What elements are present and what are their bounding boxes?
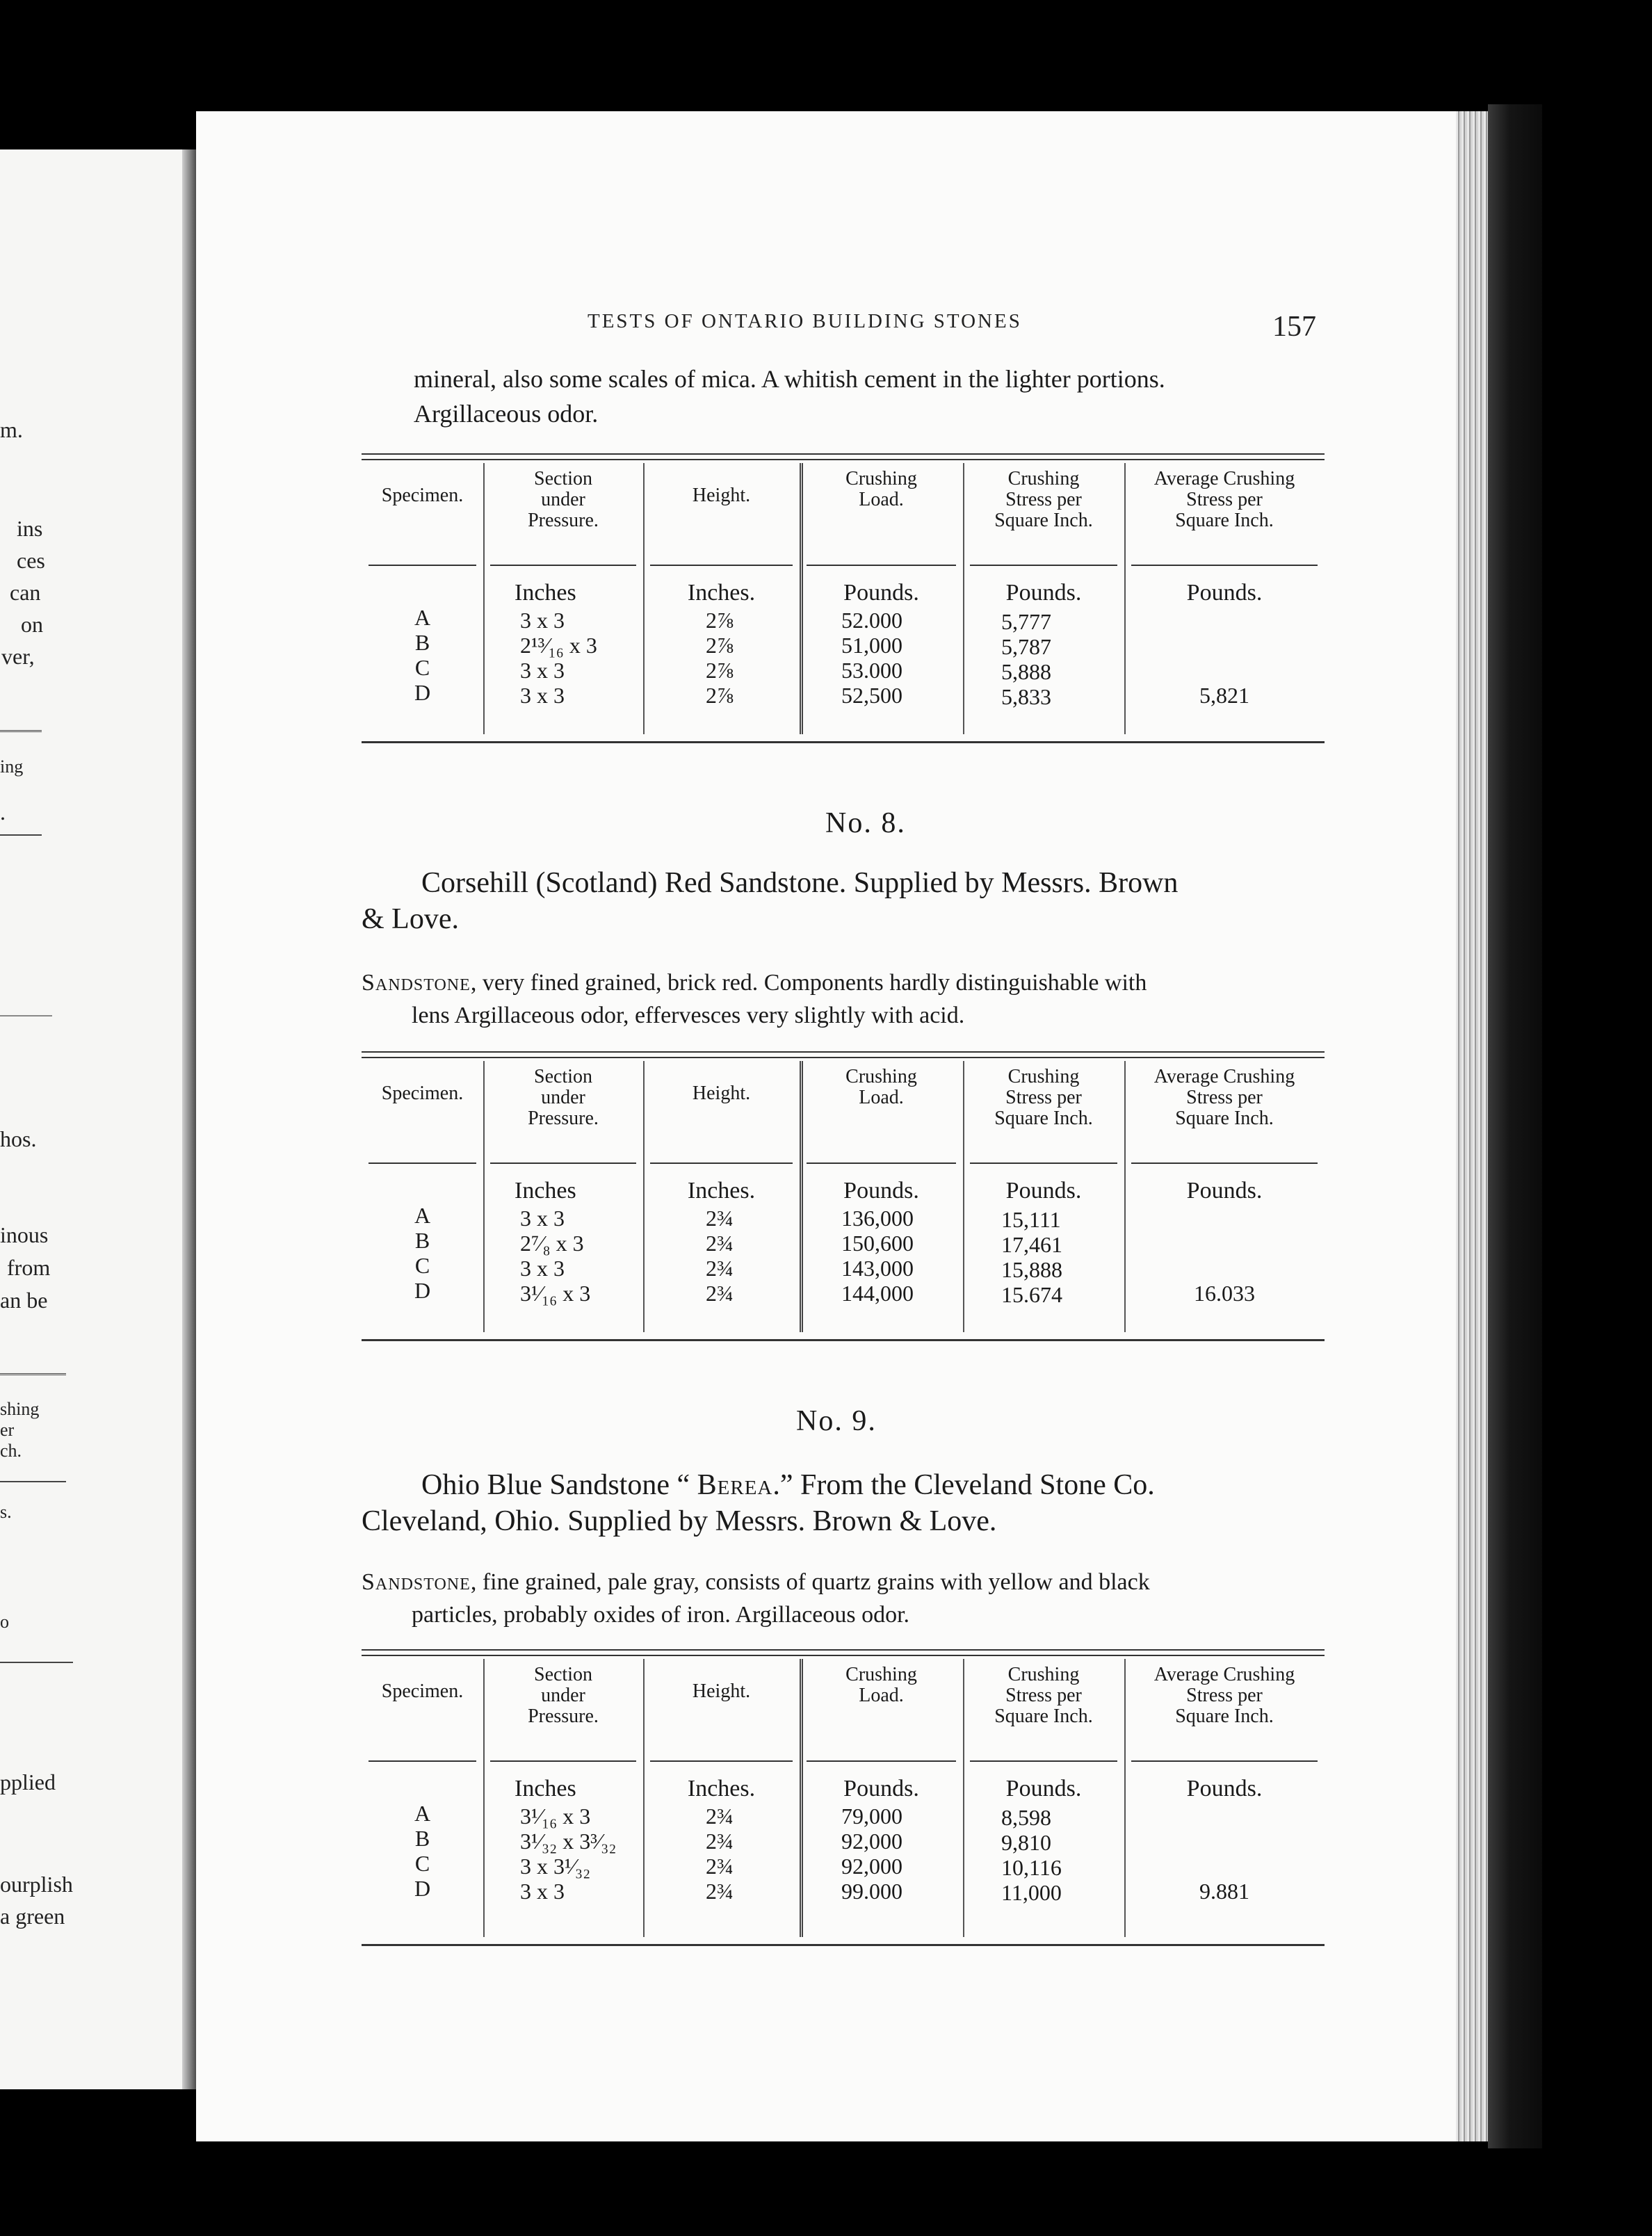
specimen-column xyxy=(362,1801,483,1901)
specimen-cell: C xyxy=(414,655,430,680)
stress-cell: 9,810 xyxy=(1001,1830,1051,1855)
stress-cell: 10,116 xyxy=(1001,1855,1062,1880)
no8-title-line-1: Corsehill (Scotland) Red Sandstone. Supplied by Messrs. Brown xyxy=(421,867,1179,899)
column-header-specimen: Specimen. xyxy=(381,1083,464,1104)
unit-height: Inches. xyxy=(687,580,756,606)
stress-cell: 5,787 xyxy=(1001,634,1051,659)
unit-stress: Pounds. xyxy=(1005,1776,1082,1801)
left-page-text-line: ver, xyxy=(1,644,35,669)
no9-description xyxy=(362,1566,1325,1631)
height-column xyxy=(678,1804,761,1904)
no8-desc-lead: Sandstone xyxy=(362,970,471,996)
load-cell: 136,000 xyxy=(841,1206,914,1231)
section-cell: 3 x 3¹⁄₃₂ xyxy=(520,1854,591,1879)
column-header-height: Height. xyxy=(692,1083,751,1104)
specimen-cell: D xyxy=(414,1876,431,1901)
left-page-text-line: s. xyxy=(0,1502,12,1522)
column-header-load: Crushing Load. xyxy=(845,468,917,510)
unit-avg: Pounds. xyxy=(1186,580,1263,606)
no9-title xyxy=(362,1467,1335,1539)
crushing-table-3 xyxy=(362,1649,1325,1948)
stress-column xyxy=(1001,1805,1112,1905)
no8-title-line-2: & Love. xyxy=(362,903,459,935)
header-underline xyxy=(807,1162,956,1164)
header-underline xyxy=(369,1760,476,1762)
unit-stress: Pounds. xyxy=(1005,1178,1082,1204)
header-underline xyxy=(1131,1760,1318,1762)
left-page-text-line: ins xyxy=(17,516,43,541)
height-cell: 2¾ xyxy=(706,1804,734,1829)
section-cell: 3¹⁄₁₆ x 3 xyxy=(520,1281,591,1306)
height-column xyxy=(678,608,761,708)
header-underline xyxy=(1131,1162,1318,1164)
stress-cell: 5,777 xyxy=(1001,609,1051,634)
column-header-section: Section under Pressure. xyxy=(528,1664,599,1727)
height-cell: 2¾ xyxy=(706,1829,734,1854)
no9-title-part: .” From the Cleveland Stone Co. xyxy=(772,1469,1155,1501)
section-column xyxy=(520,1804,645,1904)
left-page-text-line: can xyxy=(10,580,41,605)
left-page-rule xyxy=(0,730,42,732)
crushing-table-1 xyxy=(362,453,1325,745)
table-top-rule xyxy=(362,1649,1325,1656)
left-page-text-line: shing xyxy=(0,1399,40,1419)
specimen-cell: A xyxy=(414,1801,431,1826)
load-cell: 52,500 xyxy=(841,683,902,708)
no8-description xyxy=(362,966,1325,1032)
left-page-rule xyxy=(0,1481,66,1482)
height-cell: 2⅞ xyxy=(706,683,734,708)
unit-stress: Pounds. xyxy=(1005,580,1082,606)
unit-section: Inches xyxy=(515,1776,576,1801)
left-page-fragment xyxy=(0,149,193,2089)
header-underline xyxy=(970,1162,1117,1164)
specimen-cell: B xyxy=(414,1228,430,1253)
load-cell: 53.000 xyxy=(841,658,902,683)
table-top-rule xyxy=(362,453,1325,460)
height-cell: 2¾ xyxy=(706,1854,734,1879)
running-head: TESTS OF ONTARIO BUILDING STONES xyxy=(588,310,1022,332)
left-page-text-line: on xyxy=(21,612,43,637)
load-cell: 92,000 xyxy=(841,1854,902,1879)
section-cell: 3 x 3 xyxy=(520,1206,565,1231)
intro-line-1: mineral, also some scales of mica. A whitish cement in the lighter portions. xyxy=(414,365,1165,393)
header-underline xyxy=(970,1760,1117,1762)
left-page-rule xyxy=(0,834,42,836)
table-top-rule xyxy=(362,1051,1325,1058)
crushing-table-2 xyxy=(362,1051,1325,1343)
left-page-text-line: o xyxy=(0,1612,9,1632)
no9-desc-lead: Sandstone xyxy=(362,1569,471,1595)
header-underline xyxy=(807,565,956,566)
column-header-avg: Average Crushing Stress per Square Inch. xyxy=(1153,1664,1295,1727)
unit-load: Pounds. xyxy=(843,1776,919,1801)
stress-cell: 5,833 xyxy=(1001,684,1051,709)
column-header-avg: Average Crushing Stress per Square Inch. xyxy=(1153,1066,1295,1129)
column-header-specimen: Specimen. xyxy=(381,485,464,506)
left-page-text-line: ourplish xyxy=(0,1872,73,1897)
page-number: 157 xyxy=(1272,311,1316,343)
section-heading-no-8: No. 8. xyxy=(825,807,906,839)
specimen-cell: D xyxy=(414,680,431,705)
load-cell: 99.000 xyxy=(841,1879,902,1904)
unit-height: Inches. xyxy=(687,1178,756,1204)
specimen-cell: A xyxy=(414,1203,431,1228)
header-underline xyxy=(970,565,1117,566)
section-cell: 2⁷⁄₈ x 3 xyxy=(520,1231,584,1256)
column-header-avg: Average Crushing Stress per Square Inch. xyxy=(1153,468,1295,531)
left-page-text-line: m. xyxy=(0,417,23,442)
column-header-load: Crushing Load. xyxy=(845,1066,917,1108)
header-underline xyxy=(650,1760,793,1762)
header-underline xyxy=(490,1162,636,1164)
specimen-cell: C xyxy=(414,1851,430,1876)
left-page-rule xyxy=(0,1015,52,1016)
page-edges xyxy=(1456,111,1492,2141)
no9-title-line-2: Cleveland, Ohio. Supplied by Messrs. Brown & Love. xyxy=(362,1505,997,1537)
stress-cell: 15,888 xyxy=(1001,1257,1062,1282)
book-cover-edge xyxy=(1488,104,1542,2148)
average-value: 9.881 xyxy=(1199,1879,1249,1904)
column-header-stress: Crushing Stress per Square Inch. xyxy=(994,1664,1093,1727)
no9-title-line-1 xyxy=(362,1469,1155,1501)
specimen-column xyxy=(362,605,483,705)
section-cell: 3¹⁄₁₆ x 3 xyxy=(520,1804,591,1829)
left-page-rule xyxy=(0,1662,73,1663)
table-bottom-rule xyxy=(362,1944,1325,1946)
load-cell: 52.000 xyxy=(841,608,902,633)
section-cell: 3 x 3 xyxy=(520,608,565,633)
height-cell: 2¾ xyxy=(706,1206,734,1231)
column-header-section: Section under Pressure. xyxy=(528,1066,599,1129)
left-page-text-line: . xyxy=(0,800,6,825)
column-header-stress: Crushing Stress per Square Inch. xyxy=(994,468,1093,531)
section-cell: 3 x 3 xyxy=(520,683,565,708)
height-cell: 2⅞ xyxy=(706,633,734,658)
unit-section: Inches xyxy=(515,1178,576,1204)
height-column xyxy=(678,1206,761,1306)
intro-paragraph xyxy=(414,362,1331,431)
stress-cell: 17,461 xyxy=(1001,1232,1062,1257)
load-cell: 143,000 xyxy=(841,1256,914,1281)
column-header-height: Height. xyxy=(692,485,751,506)
left-page-text-line: pplied xyxy=(0,1769,56,1795)
left-page-text-line: hos. xyxy=(0,1126,37,1151)
stress-cell: 15.674 xyxy=(1001,1282,1062,1307)
unit-avg: Pounds. xyxy=(1186,1178,1263,1204)
table-bottom-rule xyxy=(362,741,1325,743)
left-page-text-line: inous xyxy=(0,1222,49,1247)
specimen-cell: A xyxy=(414,605,431,630)
left-page-text-line: ing xyxy=(0,756,24,777)
no8-desc-line-2: lens Argillaceous odor, effervesces very slightly with acid. xyxy=(412,1003,965,1028)
left-page-rule xyxy=(0,1373,66,1375)
column-header-section: Section under Pressure. xyxy=(528,468,599,531)
average-value: 16.033 xyxy=(1194,1281,1255,1306)
no8-title xyxy=(362,865,1328,937)
left-page-text-line: an be xyxy=(0,1288,48,1313)
header-underline xyxy=(650,1162,793,1164)
stress-cell: 8,598 xyxy=(1001,1805,1051,1830)
load-column xyxy=(841,608,953,708)
header-underline xyxy=(490,1760,636,1762)
section-column xyxy=(520,608,645,708)
stress-cell: 11,000 xyxy=(1001,1880,1062,1905)
left-page-text-line: ch. xyxy=(0,1441,22,1461)
left-page-text-line: er xyxy=(0,1420,15,1440)
header-underline xyxy=(369,565,476,566)
section-column xyxy=(520,1206,645,1306)
column-header-specimen: Specimen. xyxy=(381,1680,464,1702)
unit-load: Pounds. xyxy=(843,1178,919,1204)
section-cell: 2¹³⁄₁₆ x 3 xyxy=(520,633,597,658)
left-page-text-line: a green xyxy=(0,1904,65,1929)
specimen-cell: D xyxy=(414,1278,431,1303)
column-header-load: Crushing Load. xyxy=(845,1664,917,1706)
specimen-cell: C xyxy=(414,1253,430,1278)
table-bottom-rule xyxy=(362,1339,1325,1341)
no9-title-berea: Berea xyxy=(697,1469,773,1501)
specimen-cell: B xyxy=(414,1826,430,1851)
height-cell: 2¾ xyxy=(706,1281,734,1306)
load-column xyxy=(841,1804,953,1904)
load-cell: 79,000 xyxy=(841,1804,902,1829)
section-cell: 3 x 3 xyxy=(520,1879,565,1904)
section-cell: 3 x 3 xyxy=(520,1256,565,1281)
unit-load: Pounds. xyxy=(843,580,919,606)
unit-avg: Pounds. xyxy=(1186,1776,1263,1801)
stress-column xyxy=(1001,609,1112,709)
section-cell: 3 x 3 xyxy=(520,658,565,683)
load-cell: 150,600 xyxy=(841,1231,914,1256)
load-cell: 92,000 xyxy=(841,1829,902,1854)
no9-desc-line-2: particles, probably oxides of iron. Argillaceous odor. xyxy=(412,1602,910,1628)
load-cell: 51,000 xyxy=(841,633,902,658)
stress-column xyxy=(1001,1207,1112,1307)
left-page-text-line: ces xyxy=(17,548,45,573)
column-header-height: Height. xyxy=(692,1680,751,1702)
intro-line-2: Argillaceous odor. xyxy=(414,400,599,428)
column-header-stress: Crushing Stress per Square Inch. xyxy=(994,1066,1093,1129)
specimen-cell: B xyxy=(414,630,430,655)
height-cell: 2¾ xyxy=(706,1256,734,1281)
height-cell: 2⅞ xyxy=(706,608,734,633)
stress-cell: 5,888 xyxy=(1001,659,1051,684)
unit-height: Inches. xyxy=(687,1776,756,1801)
header-underline xyxy=(369,1162,476,1164)
load-cell: 144,000 xyxy=(841,1281,914,1306)
section-cell: 3¹⁄₃₂ x 3³⁄₃₂ xyxy=(520,1829,617,1854)
header-underline xyxy=(650,565,793,566)
no8-desc-line-1: , very fined grained, brick red. Components hardly distinguishable with xyxy=(470,970,1147,996)
specimen-column xyxy=(362,1203,483,1303)
left-page-text-line: from xyxy=(7,1255,51,1280)
header-underline xyxy=(490,565,636,566)
height-cell: 2¾ xyxy=(706,1879,734,1904)
average-value: 5,821 xyxy=(1199,683,1249,708)
section-heading-no-9: No. 9. xyxy=(796,1405,877,1437)
height-cell: 2¾ xyxy=(706,1231,734,1256)
height-cell: 2⅞ xyxy=(706,658,734,683)
unit-section: Inches xyxy=(515,580,576,606)
no9-desc-line-1: , fine grained, pale gray, consists of quartz grains with yellow and black xyxy=(470,1569,1150,1595)
no9-title-part: Ohio Blue Sandstone “ xyxy=(421,1469,697,1501)
header-underline xyxy=(1131,565,1318,566)
stress-cell: 15,111 xyxy=(1001,1207,1061,1232)
header-underline xyxy=(807,1760,956,1762)
load-column xyxy=(841,1206,953,1306)
